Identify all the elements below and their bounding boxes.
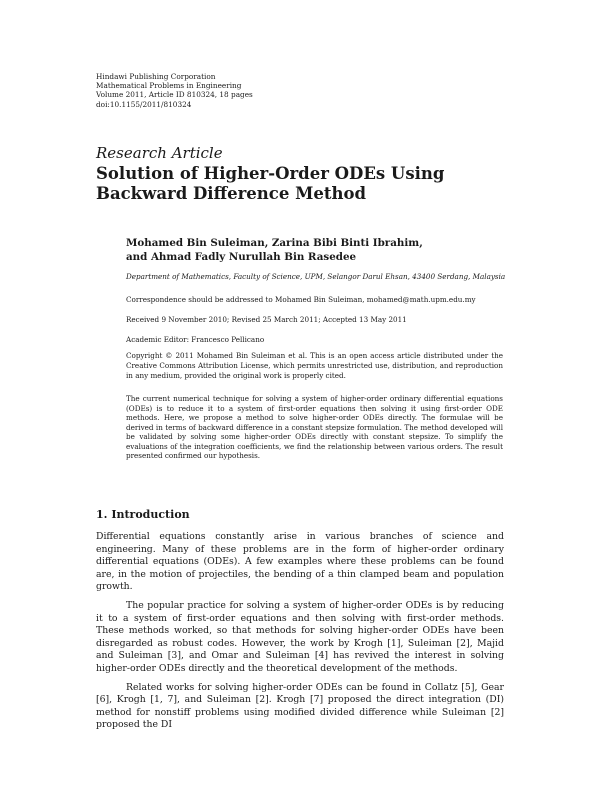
abstract: The current numerical technique for solving a system of higher-order ordinary differential equations (ODEs) is to reduce it to a system of first-order equations then solving it using first-order ODE methods. Here, we propose a method to solve higher-order ODEs directly. The formulae will be derived in terms of backward difference in a constant stepsize formulation. The method developed will be validated by solving some higher-order ODEs directly with constant stepsize. To simplify the evaluations of the integration coefficients, we find the relationship between various orders. The result presented confirmed our hypothesis. — [126, 394, 503, 461]
paper-title: Solution of Higher-Order ODEs Using Backward Difference Method — [96, 164, 445, 203]
author-list — [126, 237, 486, 264]
section-body — [96, 531, 504, 732]
authors-line-2: and Ahmad Fadly Nurullah Bin Rasedee — [126, 250, 357, 263]
volume-info: Volume 2011, Article ID 810324, 18 pages — [96, 90, 253, 100]
journal-header — [96, 72, 253, 109]
publication-dates: Received 9 November 2010; Revised 25 March 2011; Accepted 13 May 2011 — [126, 315, 407, 324]
paragraph: Differential equations constantly arise in various branches of science and engineering. Many of these problems are in the form of higher-order ordinary differential equations (ODEs). A few examples where these problems can be found are, in the motion of projectiles, the bending of a thin clamped beam and population growth. — [96, 531, 504, 592]
affiliation: Department of Mathematics, Faculty of Science, UPM, Selangor Darul Ehsan, 43400 Serdang, Malaysia — [126, 272, 506, 281]
paragraph: Related works for solving higher-order ODEs can be found in Collatz [5], Gear [6], Krogh [1, 7], and Suleiman [2]. Krogh [7] proposed the direct integration (DI) method for nonstiff problems using modified divided difference while Suleiman [2] proposed the DI — [96, 681, 504, 730]
copyright-notice: Copyright © 2011 Mohamed Bin Suleiman et al. This is an open access article distributed under the Creative Commons Attribution License, which permits unrestricted use, distribution, and reproduction in any medium, provided the original work is properly cited. — [126, 351, 503, 380]
academic-editor: Academic Editor: Francesco Pellicano — [126, 335, 265, 344]
article-type: Research Article — [96, 144, 223, 162]
paragraph: The popular practice for solving a system of higher-order ODEs is by reducing it to a system of first-order equations and then solving with first-order methods. These methods worked, so that methods for solving higher-order ODEs have been disregarded as robust codes. However, the work by Krogh [1], Suleiman [2], Majid and Suleiman [3], and Omar and Suleiman [4] has revived the interest in solving higher-order ODEs directly and the theoretical development of the methods. — [96, 600, 504, 674]
journal-name: Mathematical Problems in Engineering — [96, 81, 242, 91]
authors-line-1: Mohamed Bin Suleiman, Zarina Bibi Binti Ibrahim, — [126, 237, 423, 249]
section-heading: 1. Introduction — [96, 508, 190, 521]
doi: doi:10.1155/2011/810324 — [96, 99, 192, 109]
correspondence: Correspondence should be addressed to Mohamed Bin Suleiman, mohamed@math.upm.edu.my — [126, 295, 476, 304]
publisher-name: Hindawi Publishing Corporation — [96, 72, 216, 81]
